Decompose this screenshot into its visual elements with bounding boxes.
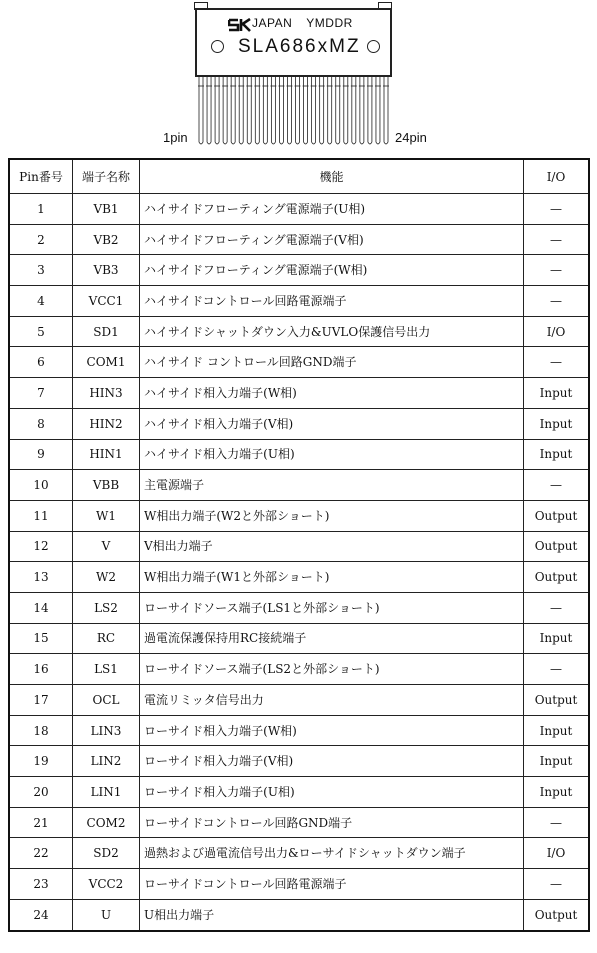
pin-function: ローサイド相入力端子(U相) <box>140 777 524 808</box>
pin-function: 過電流保護保持用RC接続端子 <box>140 623 524 654</box>
pin-name: W1 <box>73 500 140 531</box>
table-row <box>9 869 589 900</box>
pin-io: I/O <box>524 838 590 869</box>
table-header-row <box>9 159 589 194</box>
pin-number: 16 <box>9 654 73 685</box>
pin-number: 3 <box>9 255 73 286</box>
pin-io: Input <box>524 623 590 654</box>
pin-last-label: 24pin <box>395 130 427 145</box>
pin-number: 15 <box>9 623 73 654</box>
pin-name: COM1 <box>73 347 140 378</box>
pin-function: 過熱および過電流信号出力&ローサイドシャットダウン端子 <box>140 838 524 869</box>
table-row <box>9 531 589 562</box>
pin-function: W相出力端子(W2と外部ショート) <box>140 500 524 531</box>
pin-name: COM2 <box>73 807 140 838</box>
pin-io: — <box>524 255 590 286</box>
pin-number: 21 <box>9 807 73 838</box>
pin-io: Output <box>524 562 590 593</box>
table-row <box>9 286 589 317</box>
pin-name: W2 <box>73 562 140 593</box>
pin-function: ハイサイドシャットダウン入力&UVLO保護信号出力 <box>140 316 524 347</box>
pin-io: — <box>524 470 590 501</box>
table-row <box>9 408 589 439</box>
pin-name: VB3 <box>73 255 140 286</box>
pin-function: ハイサイド相入力端子(U相) <box>140 439 524 470</box>
pin-number: 22 <box>9 838 73 869</box>
pin-number: 8 <box>9 408 73 439</box>
table-row <box>9 562 589 593</box>
pin-io: — <box>524 347 590 378</box>
pin-number: 12 <box>9 531 73 562</box>
pin-function: ローサイド相入力端子(W相) <box>140 715 524 746</box>
pin-io: Input <box>524 715 590 746</box>
pin-function: ハイサイド コントロール回路GND端子 <box>140 347 524 378</box>
package-drawing <box>0 0 597 152</box>
table-row <box>9 654 589 685</box>
pin-function: 電流リミッタ信号出力 <box>140 685 524 716</box>
pin-number: 23 <box>9 869 73 900</box>
header-io: I/O <box>524 159 590 194</box>
pin-function: ハイサイドフローティング電源端子(U相) <box>140 194 524 225</box>
mounting-hole-right <box>367 40 380 53</box>
pin-io: — <box>524 869 590 900</box>
pin-name: SD1 <box>73 316 140 347</box>
pin-function: ローサイドソース端子(LS2と外部ショート) <box>140 654 524 685</box>
table-row <box>9 347 589 378</box>
table-row <box>9 224 589 255</box>
pin-name: RC <box>73 623 140 654</box>
pin-name: SD2 <box>73 838 140 869</box>
pin-name: HIN3 <box>73 378 140 409</box>
pin-name: HIN1 <box>73 439 140 470</box>
pin-function: ローサイドソース端子(LS1と外部ショート) <box>140 592 524 623</box>
maker-mark: JAPAN <box>252 16 293 30</box>
pin-number: 6 <box>9 347 73 378</box>
maker-logo-icon <box>228 18 252 32</box>
pin-number: 7 <box>9 378 73 409</box>
header-pin-name: 端子名称 <box>73 159 140 194</box>
table-row <box>9 255 589 286</box>
package-marking-line1 <box>252 16 353 30</box>
pin-io: Output <box>524 500 590 531</box>
pin-function: ハイサイドコントロール回路電源端子 <box>140 286 524 317</box>
pin-number: 14 <box>9 592 73 623</box>
part-number: SLA686xMZ <box>238 36 361 57</box>
pin-function: ハイサイドフローティング電源端子(W相) <box>140 255 524 286</box>
pin-number: 2 <box>9 224 73 255</box>
pin-io: — <box>524 807 590 838</box>
pin-name: LIN2 <box>73 746 140 777</box>
pin-name: LS2 <box>73 592 140 623</box>
pin-io: Input <box>524 439 590 470</box>
pin-function: U相出力端子 <box>140 899 524 930</box>
pin-name: VCC2 <box>73 869 140 900</box>
pin-function: V相出力端子 <box>140 531 524 562</box>
package-pins <box>195 76 392 148</box>
pin-function: 主電源端子 <box>140 470 524 501</box>
pin-number: 9 <box>9 439 73 470</box>
pin-name: VB2 <box>73 224 140 255</box>
pin-number: 19 <box>9 746 73 777</box>
pin-io: Output <box>524 899 590 930</box>
table-row <box>9 807 589 838</box>
pin-number: 18 <box>9 715 73 746</box>
table-row <box>9 715 589 746</box>
pin-name: LIN3 <box>73 715 140 746</box>
pin-function: ローサイドコントロール回路GND端子 <box>140 807 524 838</box>
pin-function: ハイサイド相入力端子(V相) <box>140 408 524 439</box>
pin-number: 5 <box>9 316 73 347</box>
table-row <box>9 838 589 869</box>
table-row <box>9 623 589 654</box>
pin-number: 11 <box>9 500 73 531</box>
pin-io: I/O <box>524 316 590 347</box>
table-row <box>9 899 589 930</box>
pin-number: 1 <box>9 194 73 225</box>
table-row <box>9 470 589 501</box>
pin-io: Output <box>524 685 590 716</box>
table-row <box>9 685 589 716</box>
table-row <box>9 439 589 470</box>
pin-name: VCC1 <box>73 286 140 317</box>
pin-io: — <box>524 654 590 685</box>
pin-name: VB1 <box>73 194 140 225</box>
table-row <box>9 378 589 409</box>
pin-function: ハイサイド相入力端子(W相) <box>140 378 524 409</box>
pin-function: ハイサイドフローティング電源端子(V相) <box>140 224 524 255</box>
pin-number: 4 <box>9 286 73 317</box>
pin-function: ローサイド相入力端子(V相) <box>140 746 524 777</box>
pin-io: — <box>524 286 590 317</box>
pin-io: Input <box>524 777 590 808</box>
pin-function: ローサイドコントロール回路電源端子 <box>140 869 524 900</box>
pin-name: U <box>73 899 140 930</box>
table-row <box>9 746 589 777</box>
pin-number: 24 <box>9 899 73 930</box>
pin-name: LS1 <box>73 654 140 685</box>
pin-io: Output <box>524 531 590 562</box>
header-pin-no: Pin番号 <box>9 159 73 194</box>
pin-number: 13 <box>9 562 73 593</box>
date-code: YMDDR <box>306 16 353 30</box>
pin-number: 20 <box>9 777 73 808</box>
table-row <box>9 592 589 623</box>
pin-io: — <box>524 592 590 623</box>
pin-io: Input <box>524 378 590 409</box>
pin-io: Input <box>524 746 590 777</box>
pin-io: — <box>524 194 590 225</box>
pin-name: LIN1 <box>73 777 140 808</box>
table-row <box>9 194 589 225</box>
mounting-hole-left <box>211 40 224 53</box>
pin-io: Input <box>524 408 590 439</box>
pin-name: HIN2 <box>73 408 140 439</box>
pin-number: 10 <box>9 470 73 501</box>
pin-io: — <box>524 224 590 255</box>
pin-first-label: 1pin <box>163 130 188 145</box>
pin-number: 17 <box>9 685 73 716</box>
table-row <box>9 316 589 347</box>
pin-name: V <box>73 531 140 562</box>
pin-assignment-table <box>8 158 590 932</box>
pin-function: W相出力端子(W1と外部ショート) <box>140 562 524 593</box>
header-function: 機能 <box>140 159 524 194</box>
table-row <box>9 777 589 808</box>
pin-name: VBB <box>73 470 140 501</box>
pin-name: OCL <box>73 685 140 716</box>
table-row <box>9 500 589 531</box>
